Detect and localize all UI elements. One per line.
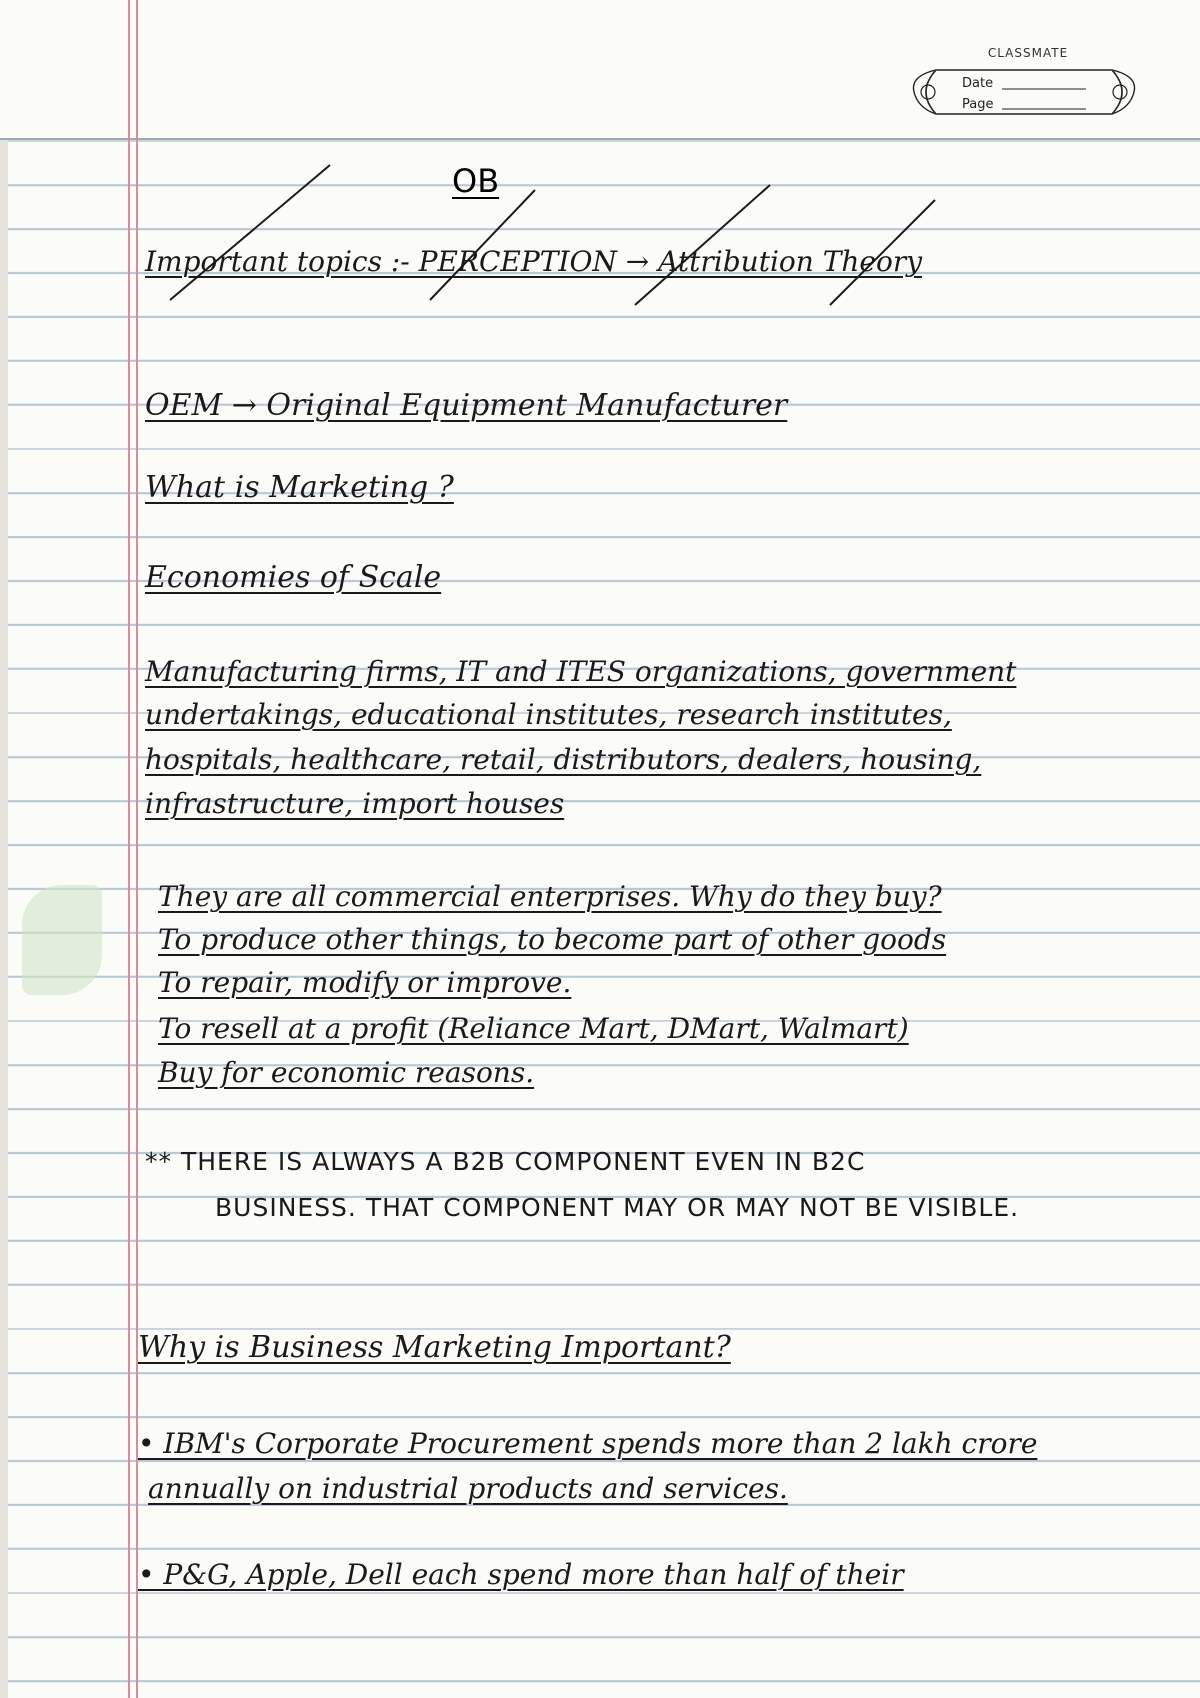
why-important-heading: Why is Business Marketing Important?: [138, 1330, 731, 1365]
firms-list-line: undertakings, educational institutes, research institutes,: [145, 698, 952, 731]
firms-list-line: hospitals, healthcare, retail, distributors, dealers, housing,: [145, 743, 982, 776]
date-label: Date: [962, 76, 994, 91]
why-buy-line: They are all commercial enterprises. Why do they buy?: [158, 880, 942, 913]
ob-heading: OB: [452, 162, 500, 200]
why-buy-line: To repair, modify or improve.: [158, 966, 572, 999]
bullet-line: annually on industrial products and services.: [148, 1472, 788, 1505]
page-label: Page: [962, 97, 994, 112]
firms-list-line: Manufacturing firms, IT and ITES organizations, government: [145, 655, 1017, 688]
what-is-marketing: What is Marketing ?: [145, 470, 454, 505]
green-leaf-stain: [22, 885, 102, 995]
b2b-note-line: BUSINESS. THAT COMPONENT MAY OR MAY NOT BE VISIBLE.: [215, 1193, 1020, 1222]
why-buy-line: Buy for economic reasons.: [158, 1056, 535, 1089]
strike-through-marks: [0, 0, 1200, 340]
bullet-line: • P&G, Apple, Dell each spend more than half of their: [138, 1558, 904, 1591]
firms-list-line: infrastructure, import houses: [145, 787, 565, 820]
notebook-brand: CLASSMATE: [987, 46, 1069, 60]
oem-line: OEM → Original Equipment Manufacturer: [145, 388, 788, 423]
why-buy-line: To produce other things, to become part of other goods: [158, 923, 947, 956]
b2b-note-line: ** THERE IS ALWAYS A B2B COMPONENT EVEN IN B2C: [145, 1147, 866, 1176]
important-topics-line: Important topics :- PERCEPTION → Attribution Theory: [145, 245, 923, 278]
bullet-line: • IBM's Corporate Procurement spends more than 2 lakh crore: [138, 1427, 1038, 1460]
why-buy-line: To resell at a profit (Reliance Mart, DMart, Walmart): [158, 1012, 909, 1045]
economies-of-scale: Economies of Scale: [145, 560, 442, 595]
